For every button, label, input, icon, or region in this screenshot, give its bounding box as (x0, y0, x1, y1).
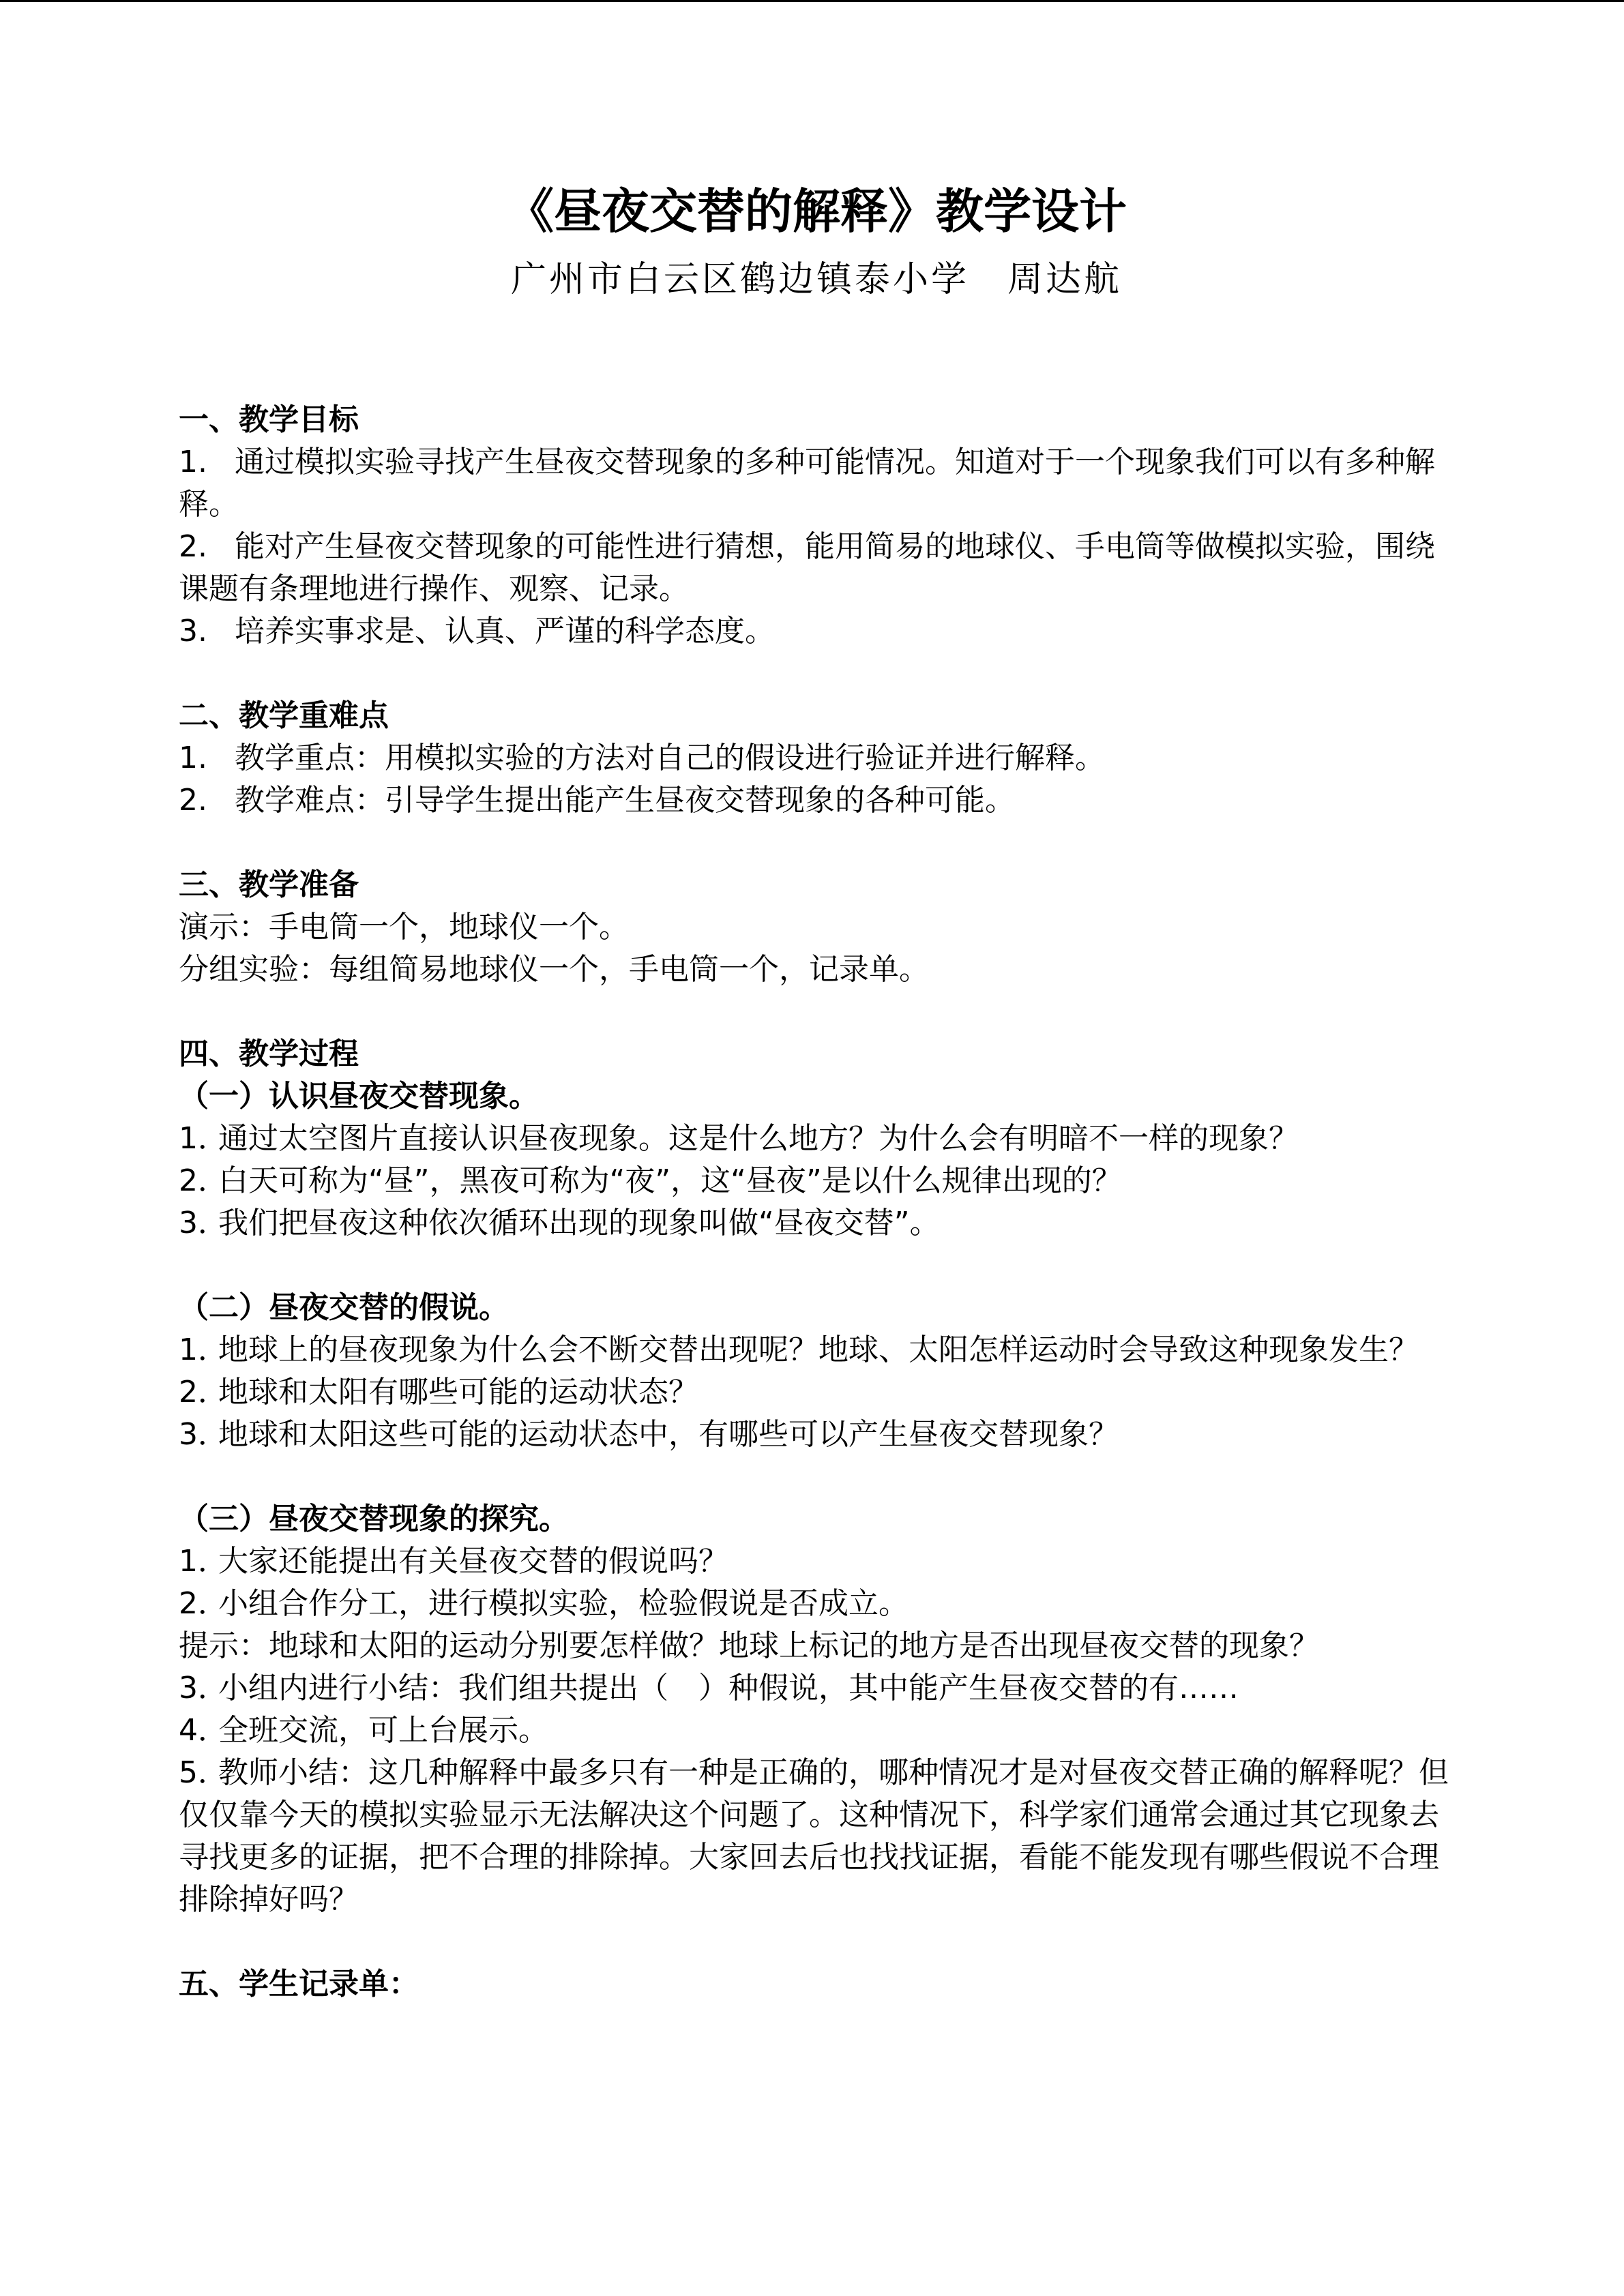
list-item (179, 1118, 1454, 1160)
item-number: 1. (179, 741, 207, 775)
item-number: 1． (179, 1121, 228, 1156)
list-item (179, 1583, 1454, 1625)
list-item (179, 1160, 1454, 1202)
section-heading: 二、教学重难点 (179, 698, 389, 733)
list-item (179, 1710, 1454, 1752)
part-title: （二）昼夜交替的假说。 (179, 1290, 509, 1325)
text-line: 演示：手电筒一个，地球仪一个。 (179, 910, 629, 944)
hint-line: 提示：地球和太阳的运动分别要怎样做？地球上标记的地方是否出现昼夜交替的现象？ (179, 1628, 1319, 1663)
text-line: 分组实验：每组简易地球仪一个，手电筒一个，记录单。 (179, 952, 929, 987)
item-number: 2． (179, 1586, 228, 1621)
list-item (179, 737, 1454, 779)
list-item (179, 779, 1454, 822)
section-record-sheet (179, 1963, 1454, 2006)
list-item (179, 526, 1454, 610)
item-number: 1． (179, 1332, 228, 1367)
document-page (179, 174, 1454, 2048)
top-border-line (0, 0, 1624, 2)
list-item (179, 1540, 1454, 1583)
document-title: 《昼夜交替的解释》教学设计 (506, 183, 1127, 239)
list-item (179, 441, 1454, 526)
list-item (179, 1752, 1454, 1921)
item-number: 2. (179, 529, 207, 564)
list-item (179, 1329, 1454, 1371)
list-item (179, 1371, 1454, 1414)
item-text: 我们把昼夜这种依次循环出现的现象叫做“昼夜交替”。 (218, 1206, 940, 1240)
item-number: 2． (179, 1375, 228, 1410)
item-text: 通过模拟实验寻找产生昼夜交替现象的多种可能情况。知道对于一个现象我们可以有多种解释。 (179, 445, 1435, 522)
author-name: 周达航 (1007, 259, 1123, 300)
document-body (179, 399, 1454, 2006)
item-text: 大家还能提出有关昼夜交替的假说吗？ (218, 1544, 728, 1579)
part-title: （三）昼夜交替现象的探究。 (179, 1502, 569, 1536)
section-objectives (179, 399, 1454, 653)
item-number: 3． (179, 1417, 228, 1452)
section-process (179, 1033, 1454, 1921)
list-item (179, 1202, 1454, 1244)
item-text: 地球和太阳这些可能的运动状态中，有哪些可以产生昼夜交替现象？ (218, 1417, 1119, 1452)
item-number: 5． (179, 1755, 228, 1790)
item-text: 教学重点：用模拟实验的方法对自己的假设进行验证并进行解释。 (235, 741, 1105, 775)
section-heading: 五、学生记录单： (179, 1967, 419, 2001)
item-number: 3． (179, 1206, 228, 1240)
item-text: 能对产生昼夜交替现象的可能性进行猜想，能用简易的地球仪、手电筒等做模拟实验，围绕课题有条理地进行操作、观察、记录。 (179, 529, 1435, 606)
school-name: 广州市白云区鹤边镇泰小学 (510, 259, 969, 300)
item-number: 3． (179, 1671, 228, 1705)
item-number: 3. (179, 614, 207, 648)
section-heading: 一、教学目标 (179, 402, 359, 437)
item-text: 通过太空图片直接认识昼夜现象。这是什么地方？为什么会有明暗不一样的现象？ (218, 1121, 1299, 1156)
part-title: （一）认识昼夜交替现象。 (179, 1079, 539, 1114)
item-text: 教学难点：引导学生提出能产生昼夜交替现象的各种可能。 (235, 783, 1015, 818)
document-byline (179, 249, 1454, 310)
item-text: 小组内进行小结：我们组共提出（ ）种假说，其中能产生昼夜交替的有…… (218, 1671, 1239, 1705)
item-text: 地球和太阳有哪些可能的运动状态？ (218, 1375, 698, 1410)
item-number: 2． (179, 1163, 228, 1198)
list-item (179, 1414, 1454, 1456)
section-key-points (179, 695, 1454, 822)
item-text: 教师小结：这几种解释中最多只有一种是正确的，哪种情况才是对昼夜交替正确的解释呢？但仅仅靠今天的模拟实验显示无法解决这个问题了。这种情况下，科学家们通常会通过其它现象去寻找更多的证据，把不合理的排除掉。大家回去后也找找证据，看能不能发现有哪些假说不合理排除掉好吗？ (179, 1755, 1449, 1917)
item-text: 培养实事求是、认真、严谨的科学态度。 (235, 614, 775, 648)
list-item (179, 610, 1454, 653)
section-heading: 四、教学过程 (179, 1037, 359, 1071)
item-number: 1. (179, 445, 207, 479)
section-preparation (179, 864, 1454, 991)
item-text: 地球上的昼夜现象为什么会不断交替出现呢？地球、太阳怎样运动时会导致这种现象发生？ (218, 1332, 1419, 1367)
section-heading: 三、教学准备 (179, 867, 359, 902)
item-text: 小组合作分工，进行模拟实验，检验假说是否成立。 (218, 1586, 909, 1621)
item-number: 1． (179, 1544, 228, 1579)
item-text: 全班交流，可上台展示。 (218, 1713, 548, 1748)
list-item (179, 1667, 1454, 1710)
item-number: 2. (179, 783, 207, 818)
item-number: 4． (179, 1713, 228, 1748)
item-text: 白天可称为“昼”，黑夜可称为“夜”，这“昼夜”是以什么规律出现的？ (218, 1163, 1122, 1198)
